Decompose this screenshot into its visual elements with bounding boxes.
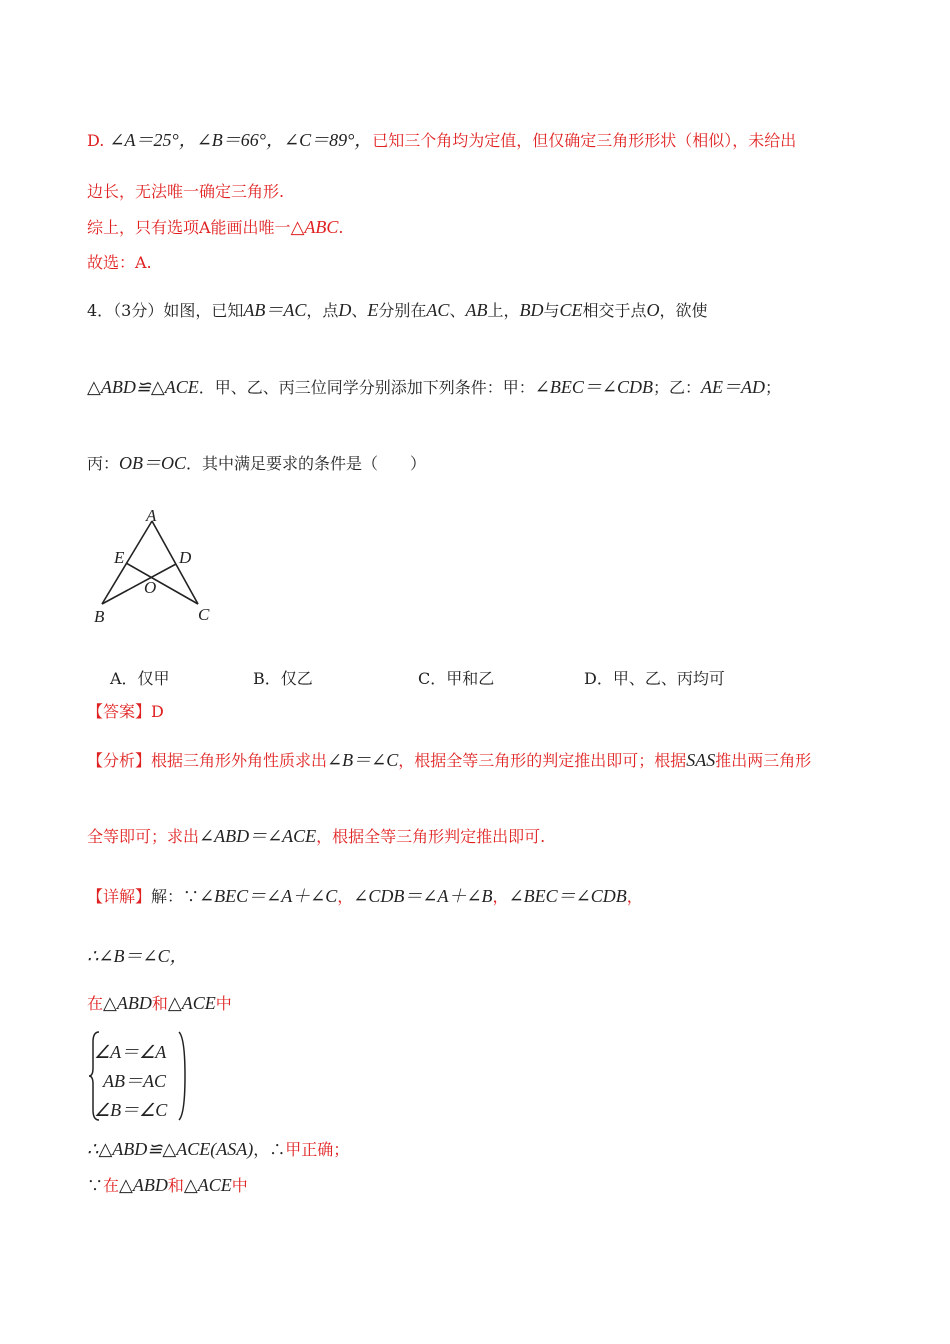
option-d-math: ∠A＝25°，∠B＝66°，∠C＝89°， [109,130,373,150]
detail-math: △ABD [119,1175,168,1195]
analysis-tag: 【分析】 [87,751,152,770]
system-line-3 [94,1096,167,1122]
answer-tag: 【答案】 [87,702,152,721]
analysis-line-2 [87,826,545,847]
summary-math: △ABC [290,217,339,237]
math-o: O [646,300,660,320]
math-bd: BD [519,300,544,320]
question-line-1 [87,300,708,321]
detail-line-1 [87,886,643,907]
answer-value: D [151,702,164,721]
detail-math: △ACE [183,1175,232,1195]
math-angle-cond: ∠BEC＝∠CDB [534,377,653,397]
q-text: 丙： [87,454,120,473]
system-eq: ∠A＝∠A [94,1042,167,1062]
math-ae-ad: AE＝AD [700,377,765,397]
detail-text: 甲正确； [285,1140,350,1159]
detail-math: ∠BEC＝∠A＋∠C [199,886,338,906]
detail-text: 和 [167,1176,184,1195]
detail-text: 中 [215,994,232,1013]
question-number: 4．（3分）如图，已知 [87,301,244,320]
question-line-3 [87,453,426,474]
q-text: ．甲、乙、丙三位同学分别添加下列条件：甲： [198,378,535,397]
detail-text: ，∴ [253,1140,286,1159]
question-line-2 [87,377,781,398]
triangle-figure [88,503,228,628]
choice-b[interactable]: B．仅乙 [253,669,313,688]
math-e: E [367,300,379,320]
label-b: B [94,607,105,626]
q-text: 相交于点 [582,301,647,320]
q-text: 分别在 [378,301,427,320]
detail-text: 中 [231,1176,248,1195]
detail-math: ∴△ABD≌△ACE(ASA) [87,1139,254,1159]
choice-d[interactable]: D．甲、乙、丙均可 [584,669,725,688]
analysis-math: ∠B＝∠C [327,750,399,770]
detail-math: ∠CDB＝∠A＋∠B [353,886,493,906]
label-d: D [179,548,192,567]
detail-math: △ACE [167,993,216,1013]
system-eq: AB＝AC [103,1071,166,1091]
label-o: O [144,578,157,597]
system-eq: ∠B＝∠C [94,1100,168,1120]
q-text: ，欲使 [659,301,708,320]
detail-line-3 [87,993,232,1014]
detail-text: 在 [103,1176,120,1195]
system-line-2 [103,1067,166,1093]
analysis-text: ，根据全等三角形判定推出即可. [316,827,546,846]
q-text: 与 [543,301,560,320]
q-text: 、 [351,301,368,320]
analysis-text: 根据三角形外角性质求出 [151,751,328,770]
math-congruence: △ABD≌△ACE [87,377,199,397]
label-c: C [198,605,210,624]
q-text: ； [764,378,781,397]
detail-line-6 [87,1175,248,1196]
detail-text: ， [492,887,509,906]
detail-line-5 [87,1139,349,1160]
detail-text: 和 [151,994,168,1013]
q-text: ．其中满足要求的条件是（ ） [186,454,427,473]
detail-line-2: ∴∠B＝∠C， [87,946,188,966]
detail-text: 解：∵ [151,887,200,906]
analysis-math: SAS [686,750,716,770]
label-a: A [146,506,157,525]
answer-line [87,702,164,722]
detail-math: ∠BEC＝∠CDB [508,886,627,906]
prev-option-d-cont: 边长，无法唯一确定三角形. [87,182,285,201]
math-d: D [338,300,352,320]
math-ob-oc: OB＝OC [119,453,187,473]
analysis-line-1 [87,750,811,771]
analysis-math: ∠ABD＝∠ACE [199,826,317,846]
summary-line [87,217,344,238]
math-ab: AB [465,300,488,320]
summary-text: 综上，只有选项A能画出唯一 [87,218,291,237]
math-ab-ac: AB＝AC [243,300,307,320]
detail-tag: 【详解】 [87,887,152,906]
detail-text: 在 [87,994,104,1013]
analysis-text: 全等即可；求出 [87,827,200,846]
analysis-text: 推出两三角形 [715,751,812,770]
q-text: ；乙： [652,378,701,397]
detail-text: ， [626,887,643,906]
detail-math: △ABD [103,993,152,1013]
option-d-label: D. [87,131,105,150]
analysis-text: ，根据全等三角形的判定推出即可；根据 [398,751,687,770]
prev-option-d [87,130,796,151]
math-ce: CE [559,300,583,320]
q-text: ，点 [306,301,339,320]
option-d-text: 已知三个角均为定值，但仅确定三角形形状（相似），未给出 [372,131,797,150]
detail-text: ∵ [87,1176,104,1195]
choice-c[interactable]: C．甲和乙 [418,669,495,688]
q-text: 、 [449,301,466,320]
system-line-1 [94,1038,166,1064]
prev-answer: 故选：A. [87,253,152,272]
detail-text: ， [337,887,354,906]
summary-tail: . [338,218,344,237]
label-e: E [114,548,125,567]
math-ac: AC [426,300,450,320]
choice-a[interactable]: A．仅甲 [110,669,170,688]
q-text: 上， [487,301,520,320]
